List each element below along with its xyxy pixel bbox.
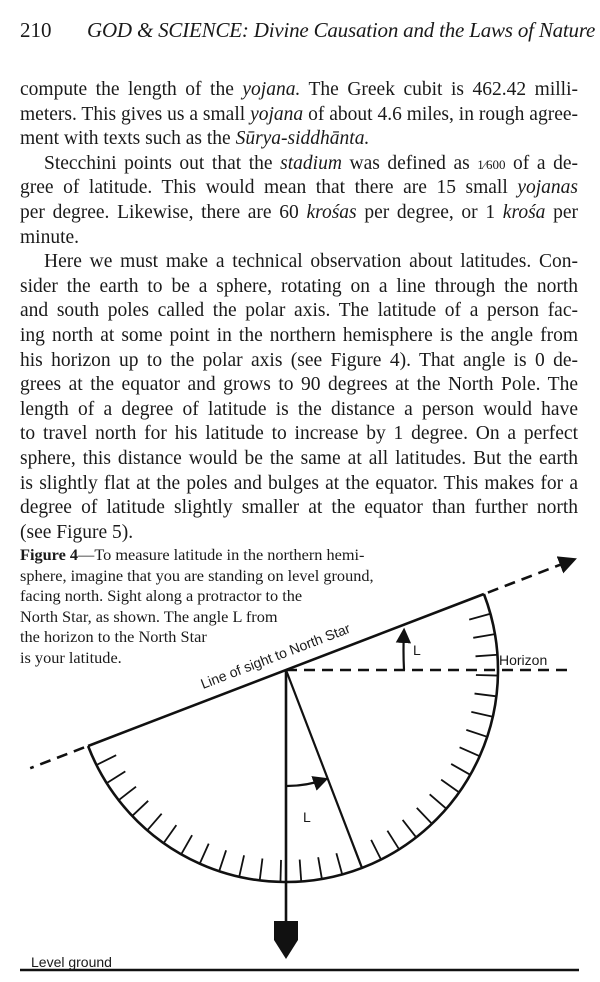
italic-term: yojana. [242,79,301,100]
protractor-tick [460,747,480,756]
protractor-tick [96,755,116,765]
level-ground-label: Level ground [31,954,112,970]
italic-term: yojana [250,103,304,125]
protractor-tick [260,859,263,881]
angle-arrow-bottom [286,779,326,786]
text-run: per [545,201,578,223]
caption-line: sphere, imagine that you are standing on level ground, [20,565,374,585]
protractor-tick [119,787,136,801]
protractor-tick [336,853,342,874]
protractor-tick [181,835,192,854]
caption-text: —To measure latitude in the northern hemi- [78,545,365,564]
protractor-tick [219,850,226,871]
caption-label: Figure 4 [20,545,79,564]
text-run: his horizon up to the polar axis (see Figure 4). That angle is 0 de- [20,349,578,371]
text-run: (see Figure 5). [20,521,134,543]
angle-label-top: L [413,642,421,658]
protractor-tick [200,844,209,864]
text-run: per degree, or 1 [356,201,503,223]
protractor-tick [451,764,470,775]
protractor-tick [417,808,432,824]
protractor-tick [441,780,459,793]
angle-pointer-line [286,670,362,868]
angle-label-bottom: L [303,809,311,825]
protractor-tick [430,794,447,808]
text-run: gree of latitude. This would mean that there are 15 small [20,177,518,199]
protractor-tick [476,655,498,657]
text-run: is slightly flat at the poles and bulges at the equator. This makes for a [20,472,578,494]
protractor-tick [466,730,487,737]
line-of-sight-extension-arrow [488,560,574,593]
text-run: ing north at some point in the northern hemisphere is the angle from [20,324,578,346]
text-run: grees at the equator and grows to 90 degrees at the North Pole. The [20,374,578,396]
text-run: The Greek cubit is 462.42 milli- [300,79,578,100]
angle-arrow-top [404,631,405,670]
horizon-label: Horizon [499,652,548,668]
text-run: of a de- [505,152,578,174]
text-run: length of a degree of latitude is the distance a person would have [20,398,578,420]
protractor-tick [280,860,281,882]
text-run: sphere, this distance would be the same at all latitudes. But the earth [20,447,578,469]
protractor-tick [473,634,495,638]
text-run: of about 4.6 miles, in rough agree- [303,103,578,125]
caption-line: facing north. Sight along a protractor to the [20,586,303,605]
text-run: sider the earth to be a sphere, rotating on a line through the north [20,275,578,297]
protractor-tick [239,855,244,876]
page-number: 210 [20,18,52,42]
protractor-tick [300,860,302,882]
italic-term: krośa [502,201,546,223]
text-run: per degree. Likewise, there are 60 [20,201,307,223]
protractor-tick [471,712,492,717]
text-run: ment with texts such as the [20,128,236,150]
protractor-tick [318,857,322,879]
text-run: compute the length of the [20,79,243,100]
protractor-tick [476,675,498,676]
protractor-tick [371,840,381,860]
protractor-tick [387,831,399,850]
caption-line: the horizon to the North Star [20,627,207,646]
fraction: 1⁄600 [477,156,506,172]
italic-term: krośas [306,201,357,223]
text-run: meters. This gives us a small [20,103,251,125]
protractor-arc [88,594,498,882]
caption-line: is your latitude. [20,647,122,667]
protractor-tick [147,814,161,831]
protractor-tick [469,614,490,620]
line-of-sight-extension [30,747,84,768]
protractor-tick [475,694,497,697]
italic-term: Sūrya-siddhānta. [235,128,370,150]
text-run: and south poles called the polar axis. The latitude of a person fac- [20,300,578,322]
text-run: was defined as [341,152,478,174]
text-run: minute. [20,226,80,248]
protractor-tick [132,801,148,816]
running-title: GOD & SCIENCE: Divine Causation and the Laws of Nature [87,18,596,42]
protractor-tick [107,771,126,783]
line-of-sight-label: Line of sight to North Star [198,619,353,692]
plumb-bob-icon [274,921,298,959]
text-run: Stecchini points out that the [44,152,281,174]
caption-line: North Star, as shown. The angle L from [20,606,278,626]
text-run: to travel north for his latitude to increase by 1 degree. On a perfect [20,423,578,445]
text-run: Here we must make a technical observation about latitudes. Con- [44,251,578,273]
protractor-tick [403,820,417,837]
italic-term: yojanas [517,177,578,199]
text-run: degree of latitude slightly smaller at the equator than further north [20,497,578,519]
italic-term: stadium [280,152,342,174]
protractor-tick [164,825,177,843]
